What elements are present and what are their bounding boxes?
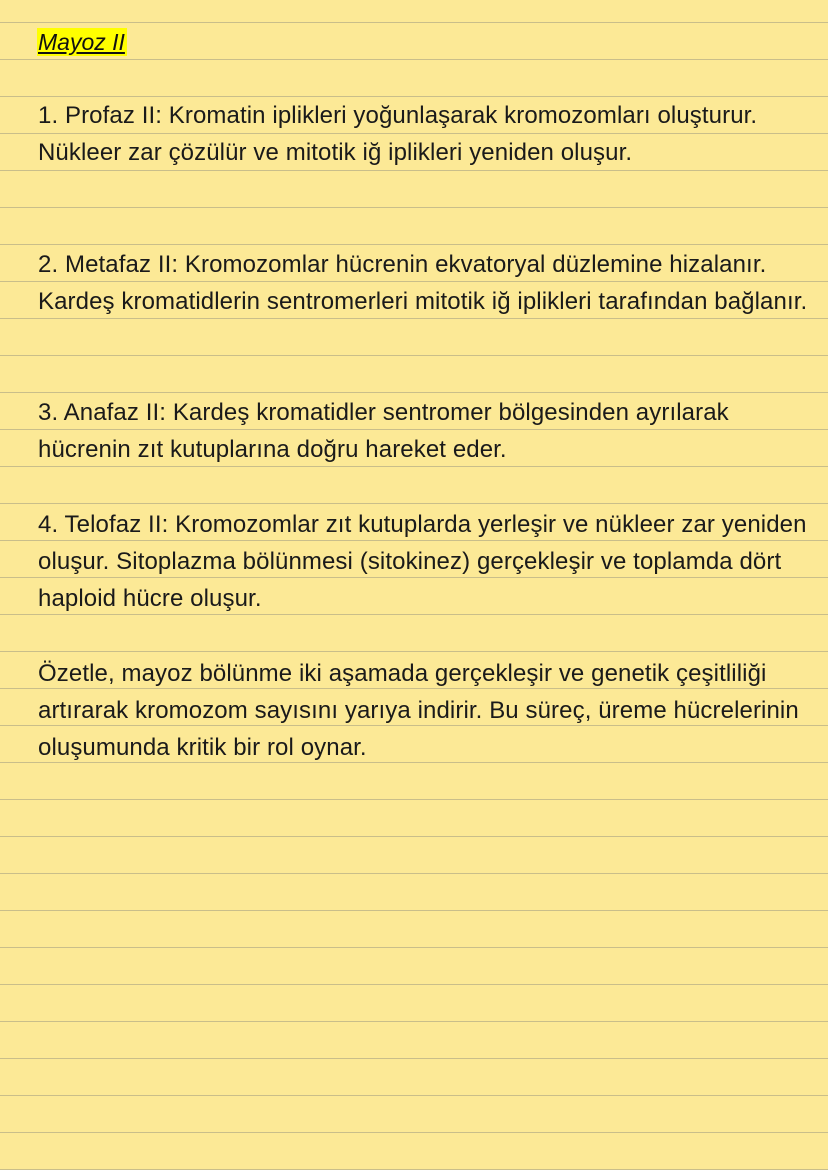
paragraph-summary: Özetle, mayoz bölünme iki aşamada gerçekleşir ve genetik çeşitliliği artırarak kromozom sayısını yarıya indirir. Bu süreç, üreme hücrelerinin oluşumunda kritik bir rol oynar. (38, 660, 799, 761)
paragraph-metafaz: 2. Metafaz II: Kromozomlar hücrenin ekvatoryal düzlemine hizalanır. Kardeş kromatidlerin sentromerleri mitotik iğ iplikleri tarafından bağlanır. (38, 251, 808, 315)
page-title: Mayoz II (38, 29, 125, 55)
paragraph-telofaz: 4. Telofaz II: Kromozomlar zıt kutuplarda yerleşir ve nükleer zar yeniden oluşur. Sitoplazma bölünmesi (sitokinez) gerçekleşir ve toplamda dört haploid hücre oluşur. (38, 511, 807, 612)
paragraph-profaz: 1. Profaz II: Kromatin iplikleri yoğunlaşarak kromozomları oluşturur. Nükleer zar çözülür ve mitotik iğ iplikleri yeniden oluşur. (38, 102, 758, 166)
paragraph-anafaz: 3. Anafaz II: Kardeş kromatidler sentromer bölgesinden ayrılarak hücrenin zıt kutuplarına doğru hareket eder. (38, 399, 729, 463)
